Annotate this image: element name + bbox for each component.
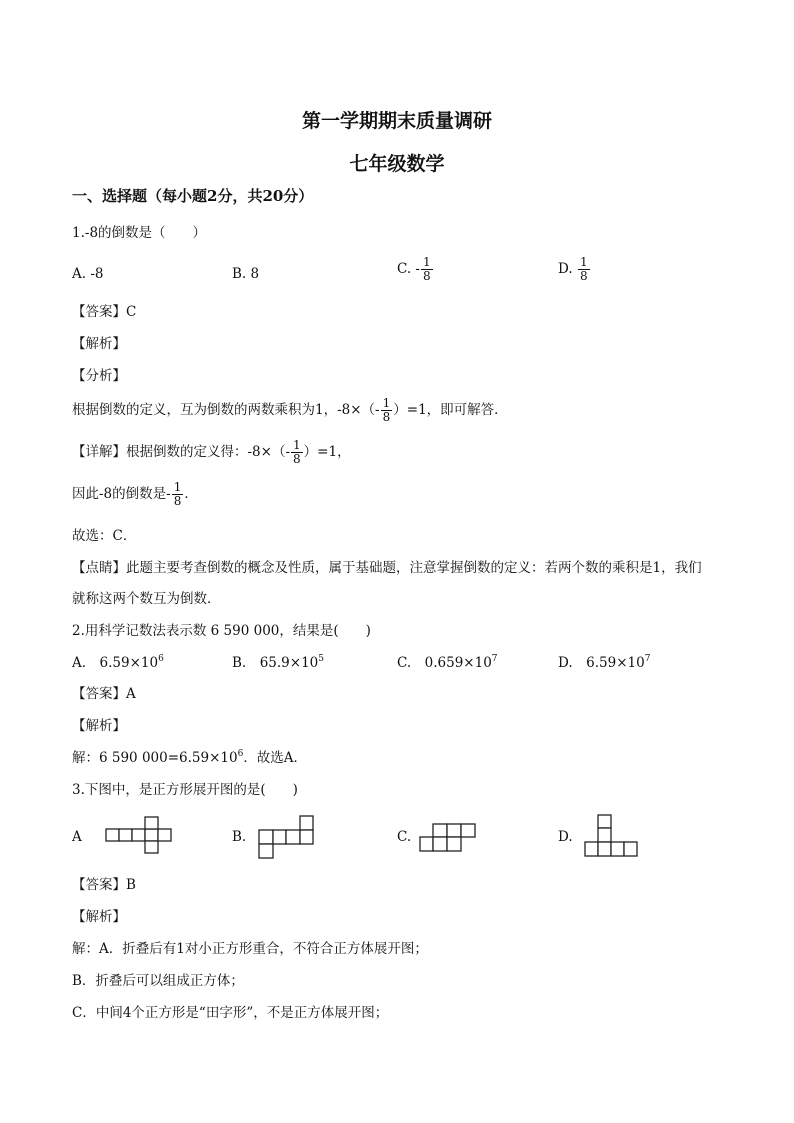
- q1-answer: 【答案】C: [72, 304, 137, 320]
- q2-option-a-exponent: 6: [158, 654, 164, 664]
- q2-solution-pre: 解：6 590 000=6.59×10: [72, 750, 238, 766]
- q3-option-c-label: C.: [397, 829, 412, 845]
- q2-stem: 2.用科学记数法表示数 6 590 000，结果是( ): [72, 623, 371, 639]
- q1-option-a: A. -8: [72, 266, 104, 282]
- q1-detail-pre: 【详解】根据倒数的定义得：-8×（-: [72, 444, 291, 460]
- q1-option-b: B. 8: [232, 266, 260, 282]
- q2-option-d-base: D. 6.59×10: [558, 655, 645, 671]
- fraction-denominator: 8: [293, 452, 301, 466]
- q2-option-a-base: A. 6.59×10: [72, 655, 159, 671]
- fraction-numerator: 1: [423, 255, 431, 269]
- q2-option-b-base: B. 65.9×10: [232, 655, 319, 671]
- q2-option-b: [232, 654, 324, 672]
- q3-option-d-label: D.: [558, 829, 573, 845]
- q2-option-d-exponent: 7: [644, 654, 651, 664]
- q1-comment-line1: 【点睛】此题主要考查倒数的概念及性质，属于基础题，注意掌握倒数的定义：若两个数的乘积是1，我们: [72, 560, 702, 576]
- section-heading: 一、选择题（每小题2分，共20分）: [72, 187, 314, 205]
- q1-analysis-post: ）=1，即可解答．: [393, 402, 508, 418]
- q1-option-c: [397, 256, 434, 283]
- fraction: [421, 256, 433, 283]
- q1-option-d: [558, 256, 591, 283]
- q3-jiexi: 【解析】: [72, 909, 126, 925]
- page-title: 第一学期期末质量调研: [301, 110, 492, 132]
- q2-solution-post: ．故选A．: [243, 750, 308, 766]
- fraction-numerator: 1: [173, 480, 182, 494]
- q2-answer: 【答案】A: [72, 686, 136, 702]
- q3-option-d-net: [582, 812, 642, 858]
- page-subtitle: 七年级数学: [349, 153, 445, 175]
- fraction-numerator: 1: [579, 255, 588, 269]
- q3-option-a-net: [104, 814, 174, 856]
- q2-option-c: [397, 654, 498, 672]
- q1-option-c-prefix: C. -: [397, 261, 420, 277]
- q1-conclusion-pre: 因此-8的倒数是-: [72, 486, 171, 502]
- q1-option-d-prefix: D.: [558, 261, 573, 277]
- q1-detail-post: ）=1，: [303, 444, 351, 460]
- q1-fenxi: 【分析】: [72, 368, 126, 384]
- q3-stem: 3.下图中，是正方形展开图的是( ): [72, 782, 298, 798]
- fraction: [578, 256, 590, 283]
- fraction-denominator: 8: [579, 269, 588, 283]
- q2-option-c-base: C. 0.659×10: [397, 655, 492, 671]
- q2-option-d: [558, 654, 650, 672]
- q1-jiexi: 【解析】: [72, 336, 126, 352]
- fraction-numerator: 1: [382, 396, 391, 410]
- q1-analysis-pre: 根据倒数的定义，互为倒数的两数乘积为1，-8×（-: [72, 402, 380, 418]
- q2-solution: [72, 749, 307, 767]
- fraction-denominator: 8: [382, 410, 391, 424]
- q1-detail: [72, 439, 351, 466]
- q3-solution-b: B．折叠后可以组成正方体；: [72, 973, 244, 989]
- q2-solution-exponent: 6: [237, 749, 244, 759]
- fraction-numerator: 1: [293, 438, 301, 452]
- q1-conclusion: [72, 481, 198, 508]
- q3-answer: 【答案】B: [72, 877, 136, 893]
- q2-option-a: [72, 654, 164, 672]
- q1-analysis: [72, 397, 508, 424]
- q3-solution-c: C．中间4个正方形是“田字形”，不是正方体展开图；: [72, 1005, 389, 1021]
- q2-jiexi: 【解析】: [72, 718, 126, 734]
- fraction: [291, 439, 303, 466]
- fraction: [172, 481, 184, 508]
- q3-option-b-label: B.: [232, 829, 247, 845]
- q3-option-a-label: A: [72, 829, 82, 845]
- q3-option-c-net: [418, 822, 478, 854]
- q3-option-b-net: [256, 814, 316, 860]
- q2-option-b-exponent: 5: [318, 654, 324, 664]
- q2-option-c-exponent: 7: [491, 654, 498, 664]
- q1-stem: 1.-8的倒数是（ ）: [72, 225, 207, 241]
- q1-conclusion-post: ．: [184, 486, 198, 502]
- fraction: [381, 397, 393, 424]
- q1-choose: 故选：C．: [72, 528, 137, 544]
- q1-comment-line2: 就称这两个数互为倒数．: [72, 591, 221, 607]
- fraction-denominator: 8: [173, 494, 182, 508]
- q3-solution-a: 解：A．折叠后有1对小正方形重合，不符合正方体展开图；: [72, 941, 428, 957]
- fraction-denominator: 8: [423, 269, 431, 283]
